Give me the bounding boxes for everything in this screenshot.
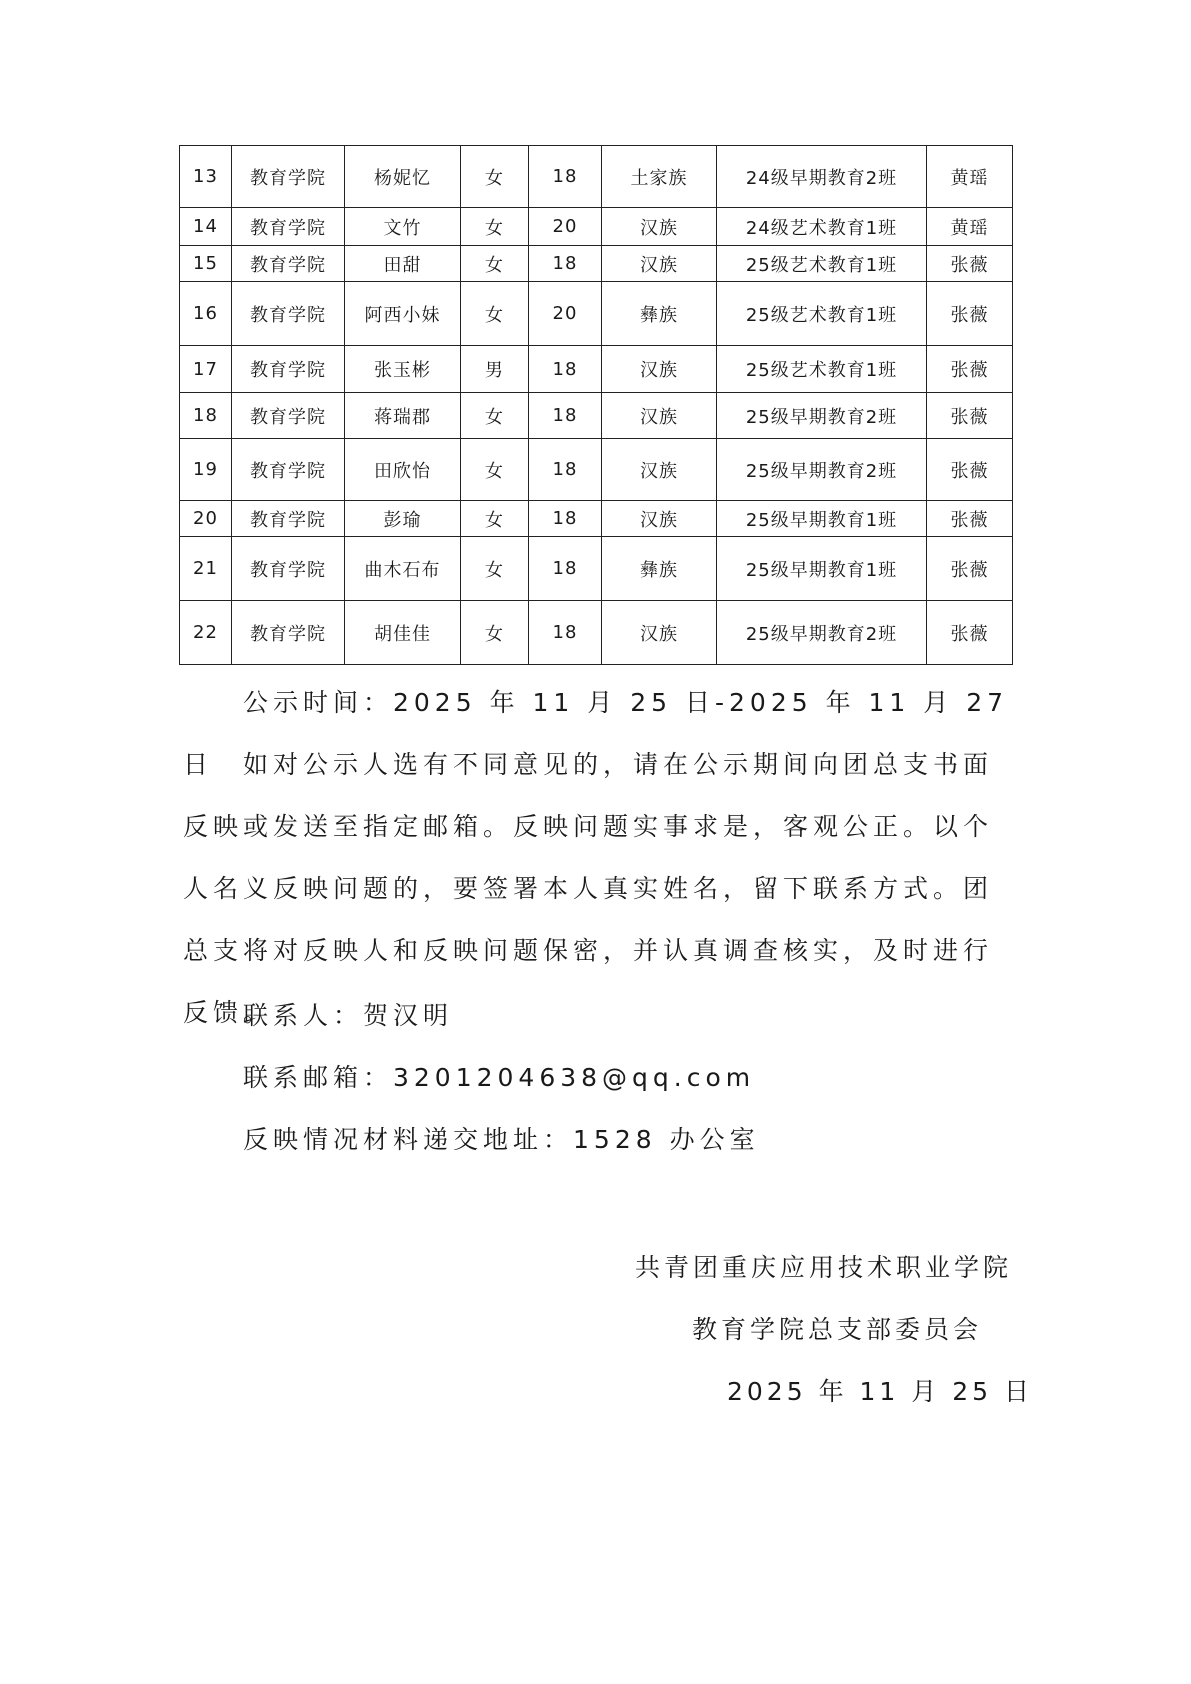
- cell-name: 曲木石布: [345, 537, 461, 601]
- cell-no: 19: [180, 439, 232, 501]
- cell-name: 杨妮忆: [345, 146, 461, 208]
- contact-person: 联系人：贺汉明: [243, 1001, 454, 1030]
- cell-recommender: 张薇: [927, 501, 1013, 537]
- cell-gender: 女: [461, 537, 529, 601]
- cell-no: 20: [180, 501, 232, 537]
- cell-class: 25级艺术教育1班: [717, 282, 927, 346]
- cell-no: 17: [180, 346, 232, 393]
- cell-college: 教育学院: [232, 346, 345, 393]
- cell-gender: 女: [461, 246, 529, 282]
- cell-name: 张玉彬: [345, 346, 461, 393]
- cell-name: 田甜: [345, 246, 461, 282]
- cell-no: 13: [180, 146, 232, 208]
- cell-gender: 女: [461, 282, 529, 346]
- cell-college: 教育学院: [232, 439, 345, 501]
- cell-name: 阿西小妹: [345, 282, 461, 346]
- cell-class: 25级早期教育1班: [717, 501, 927, 537]
- cell-gender: 女: [461, 501, 529, 537]
- cell-age: 20: [529, 208, 602, 246]
- contact-email: 联系邮箱：3201204638@qq.com: [243, 1063, 756, 1092]
- cell-age: 18: [529, 146, 602, 208]
- cell-gender: 女: [461, 393, 529, 439]
- cell-no: 22: [180, 601, 232, 665]
- cell-gender: 女: [461, 146, 529, 208]
- cell-ethnicity: 汉族: [602, 601, 717, 665]
- cell-no: 21: [180, 537, 232, 601]
- cell-recommender: 张薇: [927, 537, 1013, 601]
- table-row: [180, 282, 1013, 346]
- cell-no: 14: [180, 208, 232, 246]
- cell-college: 教育学院: [232, 601, 345, 665]
- cell-recommender: 张薇: [927, 393, 1013, 439]
- cell-recommender: 张薇: [927, 282, 1013, 346]
- cell-college: 教育学院: [232, 501, 345, 537]
- cell-name: 蒋瑞郡: [345, 393, 461, 439]
- cell-ethnicity: 彝族: [602, 537, 717, 601]
- cell-class: 25级早期教育1班: [717, 537, 927, 601]
- table-row: [180, 246, 1013, 282]
- signature-org-line1: 共青团重庆应用技术职业学院: [635, 1253, 1013, 1282]
- cell-age: 18: [529, 246, 602, 282]
- cell-class: 25级早期教育2班: [717, 601, 927, 665]
- cell-age: 18: [529, 346, 602, 393]
- cell-name: 文竹: [345, 208, 461, 246]
- cell-class: 25级艺术教育1班: [717, 246, 927, 282]
- table-row: [180, 501, 1013, 537]
- cell-gender: 女: [461, 601, 529, 665]
- cell-age: 20: [529, 282, 602, 346]
- cell-ethnicity: 汉族: [602, 208, 717, 246]
- cell-recommender: 张薇: [927, 439, 1013, 501]
- cell-age: 18: [529, 601, 602, 665]
- table-row: [180, 439, 1013, 501]
- cell-age: 18: [529, 501, 602, 537]
- notice-body: 如对公示人选有不同意见的，请在公示期间向团总支书面反映或发送至指定邮箱。反映问题实事求是，客观公正。以个人名义反映问题的，要签署本人真实姓名，留下联系方式。团总支将对反映人和反映问题保密，并认真调查核实，及时进行反馈。: [183, 750, 994, 1027]
- cell-ethnicity: 土家族: [602, 146, 717, 208]
- cell-recommender: 张薇: [927, 346, 1013, 393]
- cell-class: 25级早期教育2班: [717, 393, 927, 439]
- cell-college: 教育学院: [232, 208, 345, 246]
- table-row: [180, 146, 1013, 208]
- cell-college: 教育学院: [232, 146, 345, 208]
- notice-period: 公示时间：2025 年 11 月 25 日-2025 年 11 月 27 日: [183, 688, 1009, 779]
- cell-name: 彭瑜: [345, 501, 461, 537]
- cell-college: 教育学院: [232, 537, 345, 601]
- signature-org-line2: 教育学院总支部委员会: [692, 1315, 983, 1344]
- cell-class: 25级早期教育2班: [717, 439, 927, 501]
- table-row: [180, 393, 1013, 439]
- cell-ethnicity: 彝族: [602, 282, 717, 346]
- cell-gender: 女: [461, 208, 529, 246]
- cell-gender: 男: [461, 346, 529, 393]
- cell-class: 24级早期教育2班: [717, 146, 927, 208]
- cell-no: 15: [180, 246, 232, 282]
- cell-college: 教育学院: [232, 282, 345, 346]
- cell-age: 18: [529, 393, 602, 439]
- candidate-table: [179, 145, 1013, 665]
- submit-address: 反映情况材料递交地址：1528 办公室: [243, 1125, 760, 1154]
- cell-ethnicity: 汉族: [602, 501, 717, 537]
- table-row: [180, 537, 1013, 601]
- cell-no: 18: [180, 393, 232, 439]
- cell-ethnicity: 汉族: [602, 439, 717, 501]
- cell-college: 教育学院: [232, 246, 345, 282]
- cell-age: 18: [529, 439, 602, 501]
- cell-gender: 女: [461, 439, 529, 501]
- cell-class: 25级艺术教育1班: [717, 346, 927, 393]
- cell-college: 教育学院: [232, 393, 345, 439]
- cell-recommender: 黄瑶: [927, 208, 1013, 246]
- signature-date: 2025 年 11 月 25 日: [727, 1377, 1033, 1406]
- cell-ethnicity: 汉族: [602, 393, 717, 439]
- cell-recommender: 张薇: [927, 246, 1013, 282]
- table-row: [180, 601, 1013, 665]
- cell-class: 24级艺术教育1班: [717, 208, 927, 246]
- cell-ethnicity: 汉族: [602, 346, 717, 393]
- table-row: [180, 208, 1013, 246]
- cell-name: 田欣怡: [345, 439, 461, 501]
- cell-age: 18: [529, 537, 602, 601]
- table-row: [180, 346, 1013, 393]
- cell-recommender: 张薇: [927, 601, 1013, 665]
- cell-ethnicity: 汉族: [602, 246, 717, 282]
- cell-recommender: 黄瑶: [927, 146, 1013, 208]
- cell-name: 胡佳佳: [345, 601, 461, 665]
- cell-no: 16: [180, 282, 232, 346]
